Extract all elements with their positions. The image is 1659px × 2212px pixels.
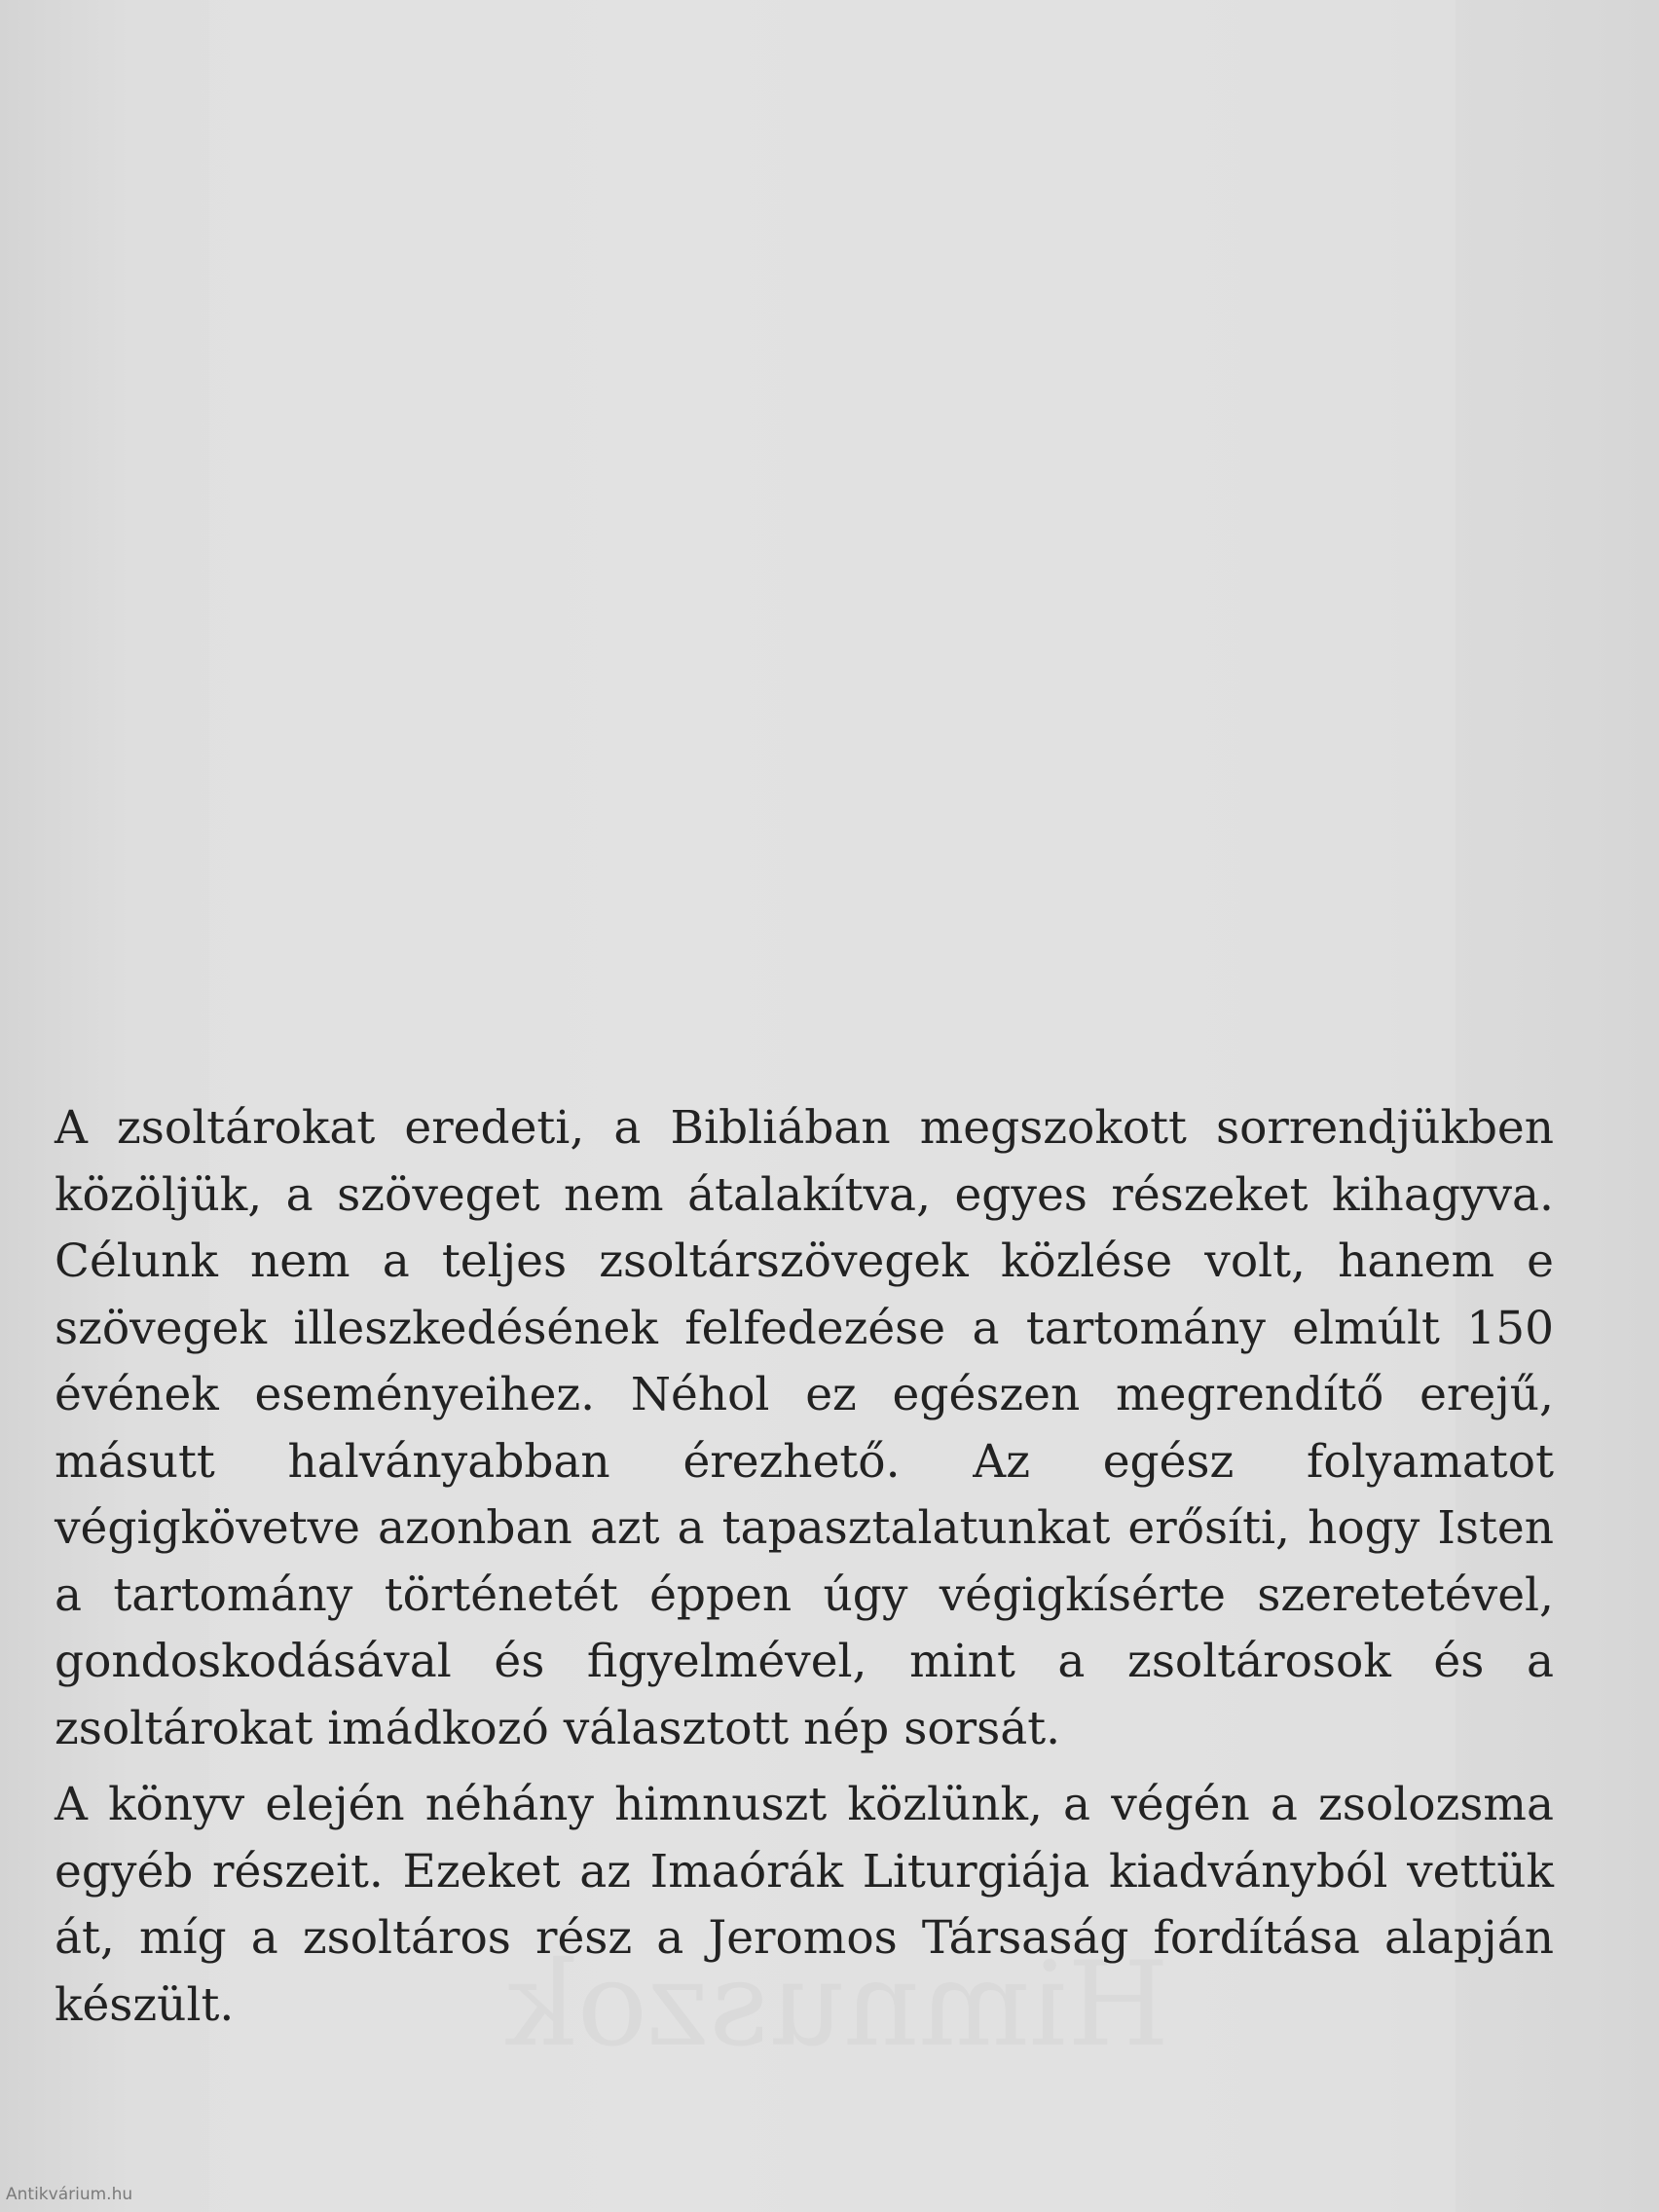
watermark: Antikvárium.hu bbox=[6, 2185, 133, 2204]
body-text bbox=[55, 1095, 1554, 2039]
show-through-heading: Himnuszok bbox=[506, 1937, 1170, 2073]
paragraph-2: A könyv elején néhány himnuszt közlünk, a végén a zsolozsma egyéb részeit. Ezeket az Imaórák Liturgiája kiadványból vettük át, míg a zsoltáros rész a Jeromos Társaság fordítása alapján készült. bbox=[55, 1778, 1554, 2032]
paragraph-1: A zsoltárokat eredeti, a Bibliában megszokott sorrendjükben közöljük, a szöveget nem átalakítva, egyes részeket kihagyva. Célunk nem a teljes zsoltárszövegek közlése volt, hanem e szövegek illeszkedésének felfedezése a tartomány elmúlt 150 évének eseményeihez. Néhol ez egészen megrendítő erejű, másutt halványabban érezhető. Az egész folyamatot végigkövetve azonban azt a tapasztalatunkat erősíti, hogy Isten a tartomány történetét éppen úgy végigkísérte szeretetével, gondoskodásával és figyelmével, mint a zsoltárosok és a zsoltárokat imádkozó választott nép sorsát. bbox=[55, 1101, 1554, 1755]
